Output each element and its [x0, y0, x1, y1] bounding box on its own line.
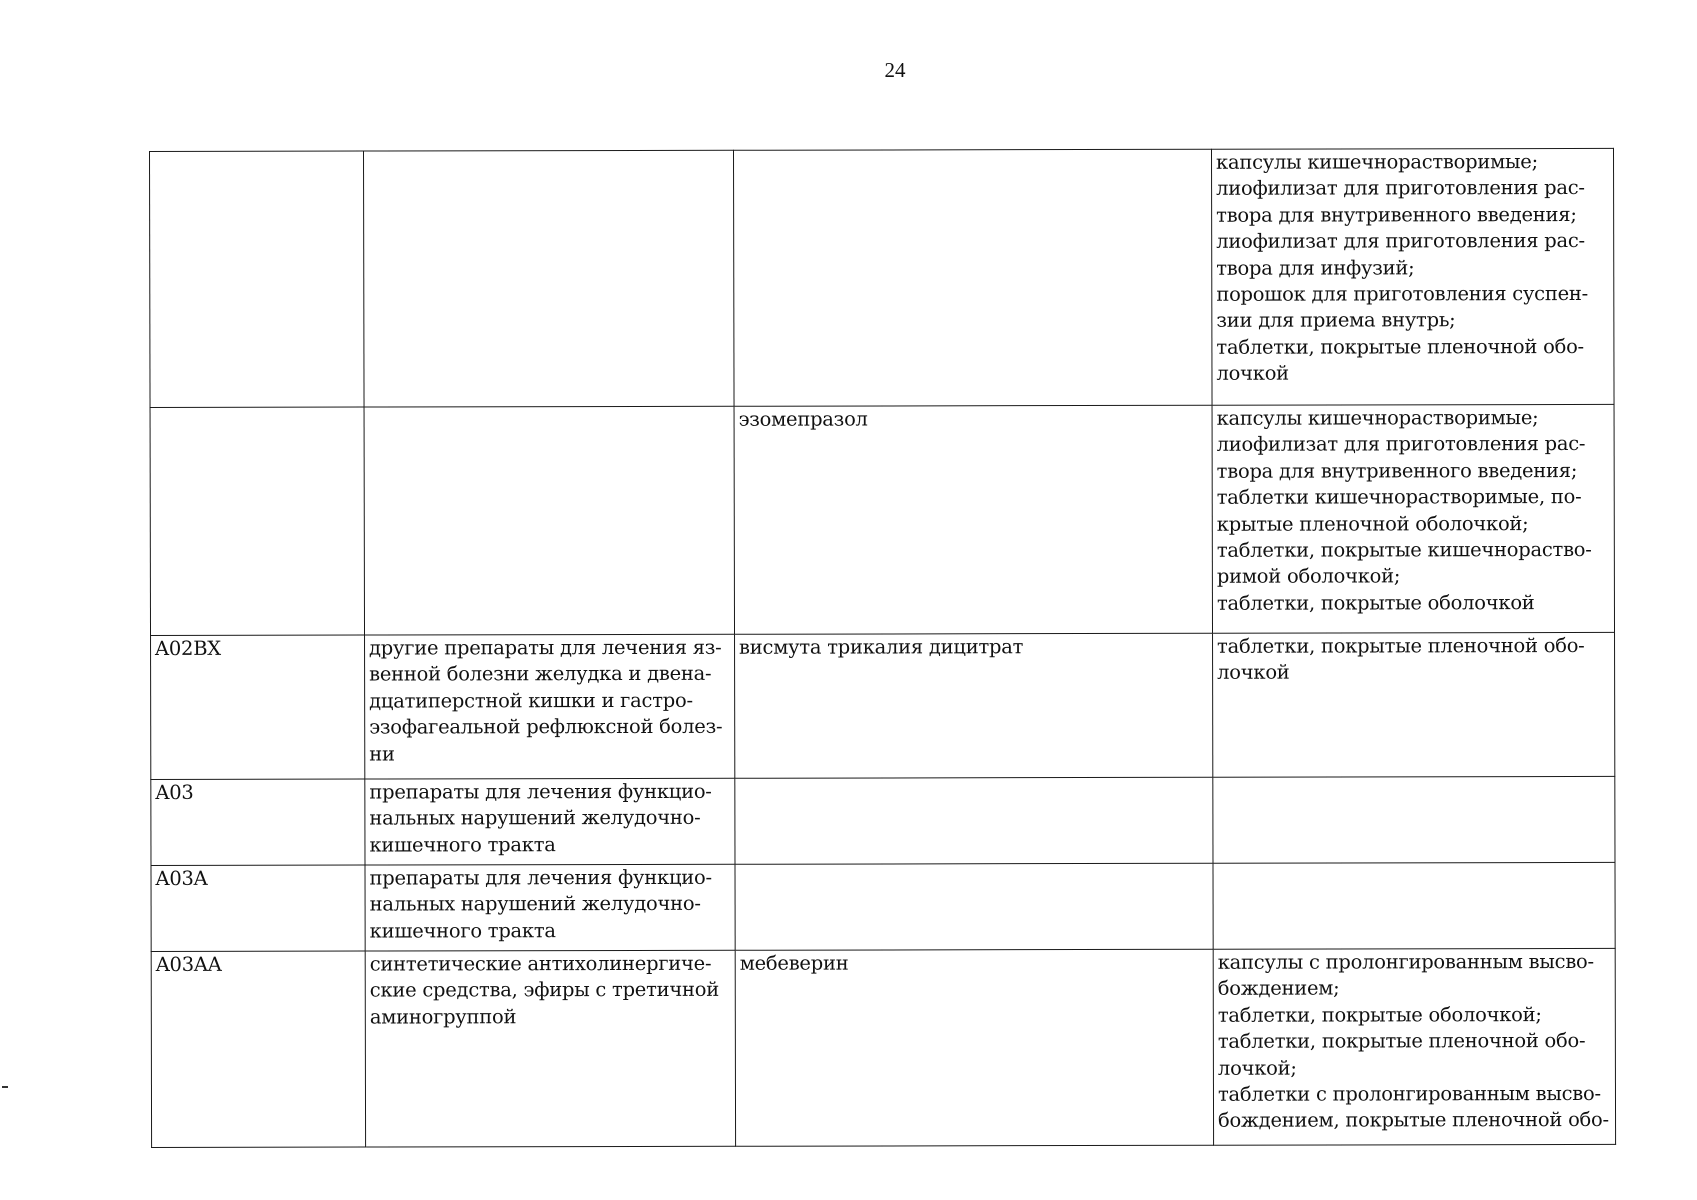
group-name-cell	[364, 150, 735, 407]
drug-table	[149, 148, 1616, 1148]
group-name-cell: другие препараты для лечения яз- венной болезни желудка и двена- дцатиперстной кишки и гастро- эзофагеальной рефлюксной болез- ни	[365, 634, 735, 779]
table-row	[150, 148, 1615, 407]
table-row	[150, 404, 1614, 635]
dosage-forms-cell: капсулы кишечнорастворимые; лиофилизат для приготовления рас- твора для внутривенного введения; лиофилизат для приготовления рас- твора для инфузий; порошок для приготовления суспен- зии для приема внутрь; таблетки, покрытые пленочной обо- лочкой	[1211, 148, 1614, 405]
drug-name-cell	[733, 149, 1212, 406]
table-row	[151, 776, 1615, 865]
dosage-forms-cell: капсулы с пролонгированным высво- бождением; таблетки, покрытые оболочкой; таблетки, покрытые пленочной обо- лочкой; таблетки с пролонгированным высво- бождением, покрытые пленочной обо-	[1213, 948, 1615, 1145]
atc-code-cell	[150, 151, 365, 407]
atc-code-cell: A02BX	[151, 635, 365, 779]
scan-mark	[2, 1086, 8, 1088]
group-name-cell: препараты для лечения функцио- нальных нарушений желудочно- кишечного тракта	[365, 778, 735, 865]
group-name-cell	[364, 406, 734, 635]
page-number: 24	[884, 58, 906, 82]
dosage-forms-cell: капсулы кишечнорастворимые; лиофилизат для приготовления рас- твора для внутривенного введения; таблетки кишечнорастворимые, по- крытые пленочной оболочкой; таблетки, покрытые кишечнораство- римой оболочкой; таблетки, покрытые оболочкой	[1212, 404, 1614, 633]
drug-name-cell: эзомепразол	[734, 405, 1212, 634]
dosage-forms-cell: таблетки, покрытые пленочной обо- лочкой	[1213, 632, 1615, 777]
atc-code-cell	[150, 407, 364, 635]
group-name-cell: препараты для лечения функцио- нальных нарушений желудочно- кишечного тракта	[365, 864, 735, 951]
table-row	[151, 948, 1615, 1147]
dosage-forms-cell	[1213, 862, 1615, 949]
drug-name-cell	[735, 777, 1213, 864]
drug-name-cell: мебеверин	[735, 949, 1213, 1146]
dosage-forms-cell	[1213, 776, 1615, 863]
atc-code-cell: A03AA	[151, 951, 365, 1147]
drug-name-cell	[735, 863, 1213, 950]
table-row	[151, 862, 1615, 951]
atc-code-cell: A03A	[151, 865, 365, 951]
atc-code-cell: A03	[151, 779, 365, 865]
drug-name-cell: висмута трикалия дицитрат	[735, 633, 1213, 778]
group-name-cell: синтетические антихолинергиче- ские средства, эфиры с третичной аминогруппой	[365, 950, 735, 1147]
table-row	[151, 632, 1615, 779]
